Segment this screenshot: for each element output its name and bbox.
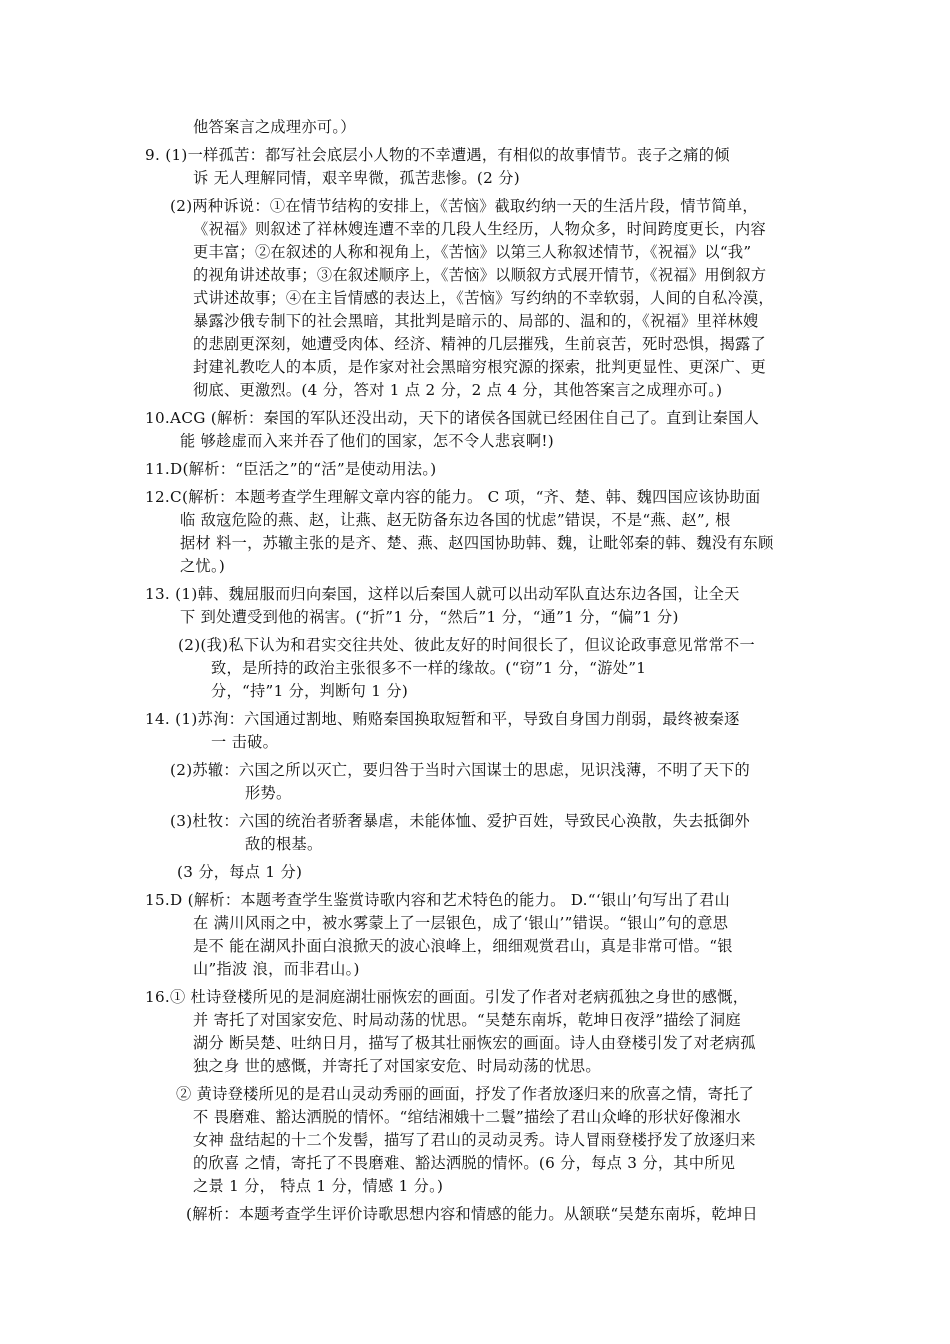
- text-line: 的悲剧更深刻，她遭受肉体、经济、精神的几层摧残，生前哀苦，死时恐惧，揭露了: [193, 335, 767, 353]
- text-line: 下 到处遭受到他的祸害。(“折”1 分，“然后”1 分，“通”1 分，“偏”1 分): [180, 608, 679, 626]
- answer-14-line: 14. (1)苏洵：六国通过割地、贿赂秦国换取短暂和平，导致自身国力削弱，最终被秦逐: [145, 710, 740, 728]
- text-line: 敌的根基。: [245, 835, 323, 853]
- text-line: (3 分，每点 1 分): [177, 863, 303, 881]
- text-line: 他答案言之成理亦可。）: [193, 118, 356, 136]
- text-line: 彻底、更激烈。(4 分，答对 1 点 2 分，2 点 4 分，其他答案言之成理亦可。): [193, 381, 723, 399]
- text-line: 据材 料一，苏辙主张的是齐、楚、燕、赵四国协助韩、魏，让毗邻秦的韩、魏没有东顾: [180, 534, 774, 552]
- text-line: 之忧。): [180, 557, 226, 575]
- text-line: 《祝福》则叙述了祥林嫂连遭不幸的几段人生经历，人物众多，时间跨度更长，内容: [193, 220, 767, 238]
- text-line: 的欣喜 之情，寄托了不畏磨难、豁达洒脱的情怀。(6 分，每点 3 分，其中所见: [193, 1154, 736, 1172]
- text-line: 女神 盘结起的十二个发髻，描写了君山的灵动灵秀。诗人冒雨登楼抒发了放逐归来: [193, 1131, 756, 1149]
- text-line: 封建礼教吃人的本质，是作家对社会黑暗穷根究源的探索，批判更显性、更深广、更: [193, 358, 767, 376]
- text-line: 湖分 断吴楚、吐纳日月，描写了极其壮丽恢宏的画面。诗人由登楼引发了对老病孤: [193, 1034, 756, 1052]
- text-line: 在 满川风雨之中，被水雾蒙上了一层银色，成了‘银山’”错误。“银山”句的意思: [193, 914, 729, 932]
- text-line: (2)苏辙：六国之所以灭亡，要归咎于当时六国谋士的思虑，见识浅薄，不明了天下的: [170, 761, 750, 779]
- text-line: 不 畏磨难、豁达洒脱的情怀。“绾结湘娥十二鬟”描绘了君山众峰的形状好像湘水: [193, 1108, 741, 1126]
- answer-16-line: 16.① 杜诗登楼所见的是洞庭湖壮丽恢宏的画面。引发了作者对老病孤独之身世的感慨，: [145, 988, 749, 1006]
- answer-9-line: 9. (1)一样孤苦：都写社会底层小人物的不幸遭遇，有相似的故事情节。丧子之痛的倾: [145, 146, 730, 164]
- text-line: 的视角讲述故事；③在叙述顺序上，《苦恼》以顺叙方式展开情节，《祝福》用倒叙方: [193, 266, 767, 284]
- text-line: 并 寄托了对国家安危、时局动荡的忧思。“吴楚东南坼，乾坤日夜浮”描绘了洞庭: [193, 1011, 741, 1029]
- text-line: 山”指波 浪，而非君山。): [193, 960, 360, 978]
- text-line: 式讲述故事；④在主旨情感的表达上，《苦恼》写约纳的不幸软弱，人间的自私冷漠，: [193, 289, 774, 307]
- text-line: 独之身 世的感慨，并寄托了对国家安危、时局动荡的忧思。: [193, 1057, 601, 1075]
- text-line: ② 黄诗登楼所见的是君山灵动秀丽的画面，抒发了作者放逐归来的欣喜之情，寄托了: [176, 1085, 755, 1103]
- text-line: 一 击破。: [211, 733, 279, 751]
- text-line: 形势。: [245, 784, 292, 802]
- answer-11-line: 11.D(解析：“臣活之”的“活”是使动用法。): [145, 460, 437, 478]
- text-line: 致，是所持的政治主张很多不一样的缘故。(“窃”1 分，“游处”1: [211, 659, 647, 677]
- text-line: (3)杜牧：六国的统治者骄奢暴虐，未能体恤、爱护百姓，导致民心涣散，失去抵御外: [170, 812, 750, 830]
- answer-15-line: 15.D (解析：本题考查学生鉴赏诗歌内容和艺术特色的能力。 D.“‘银山’句写出了君山: [145, 891, 730, 909]
- text-line: (解析：本题考查学生评价诗歌思想内容和情感的能力。从颔联“吴楚东南坼，乾坤日: [186, 1205, 758, 1223]
- text-line: 诉 无人理解同情，艰辛卑微，孤苦悲惨。(2 分): [193, 169, 520, 187]
- text-line: (2)两种诉说：①在情节结构的安排上，《苦恼》截取约纳一天的生活片段，情节简单，: [170, 197, 758, 215]
- answer-10-line: 10.ACG (解析：秦国的军队还没出动，天下的诸侯各国就已经困住自己了。直到让秦国人: [145, 409, 760, 427]
- text-line: 是不 能在湖风扑面白浪掀天的波心浪峰上，细细观赏君山，真是非常可惜。“银: [193, 937, 733, 955]
- answer-12-line: 12.C(解析：本题考查学生理解文章内容的能力。 C 项，“齐、楚、韩、魏四国应该协助面: [145, 488, 761, 506]
- text-line: 分，“持”1 分，判断句 1 分): [211, 682, 409, 700]
- text-line: 临 敌寇危险的燕、赵，让燕、赵无防备东边各国的忧虑”错误，不是“燕、赵”, 根: [180, 511, 731, 529]
- text-line: (2)(我)私下认为和君实交往共处、彼此友好的时间很长了，但议论政事意见常常不一: [178, 636, 755, 654]
- answer-13-line: 13. (1)韩、魏屈服而归向秦国，这样以后秦国人就可以出动军队直达东边各国，让全天: [145, 585, 740, 603]
- text-line: 能 够趁虚而入来并吞了他们的国家，怎不令人悲哀啊!): [180, 432, 554, 450]
- text-line: 之景 1 分， 特点 1 分，情感 1 分。): [193, 1177, 444, 1195]
- text-line: 更丰富；②在叙述的人称和视角上，《苦恼》以第三人称叙述情节，《祝福》以“我”: [193, 243, 752, 261]
- text-line: 暴露沙俄专制下的社会黑暗，其批判是暗示的、局部的、温和的，《祝福》里祥林嫂: [193, 312, 759, 330]
